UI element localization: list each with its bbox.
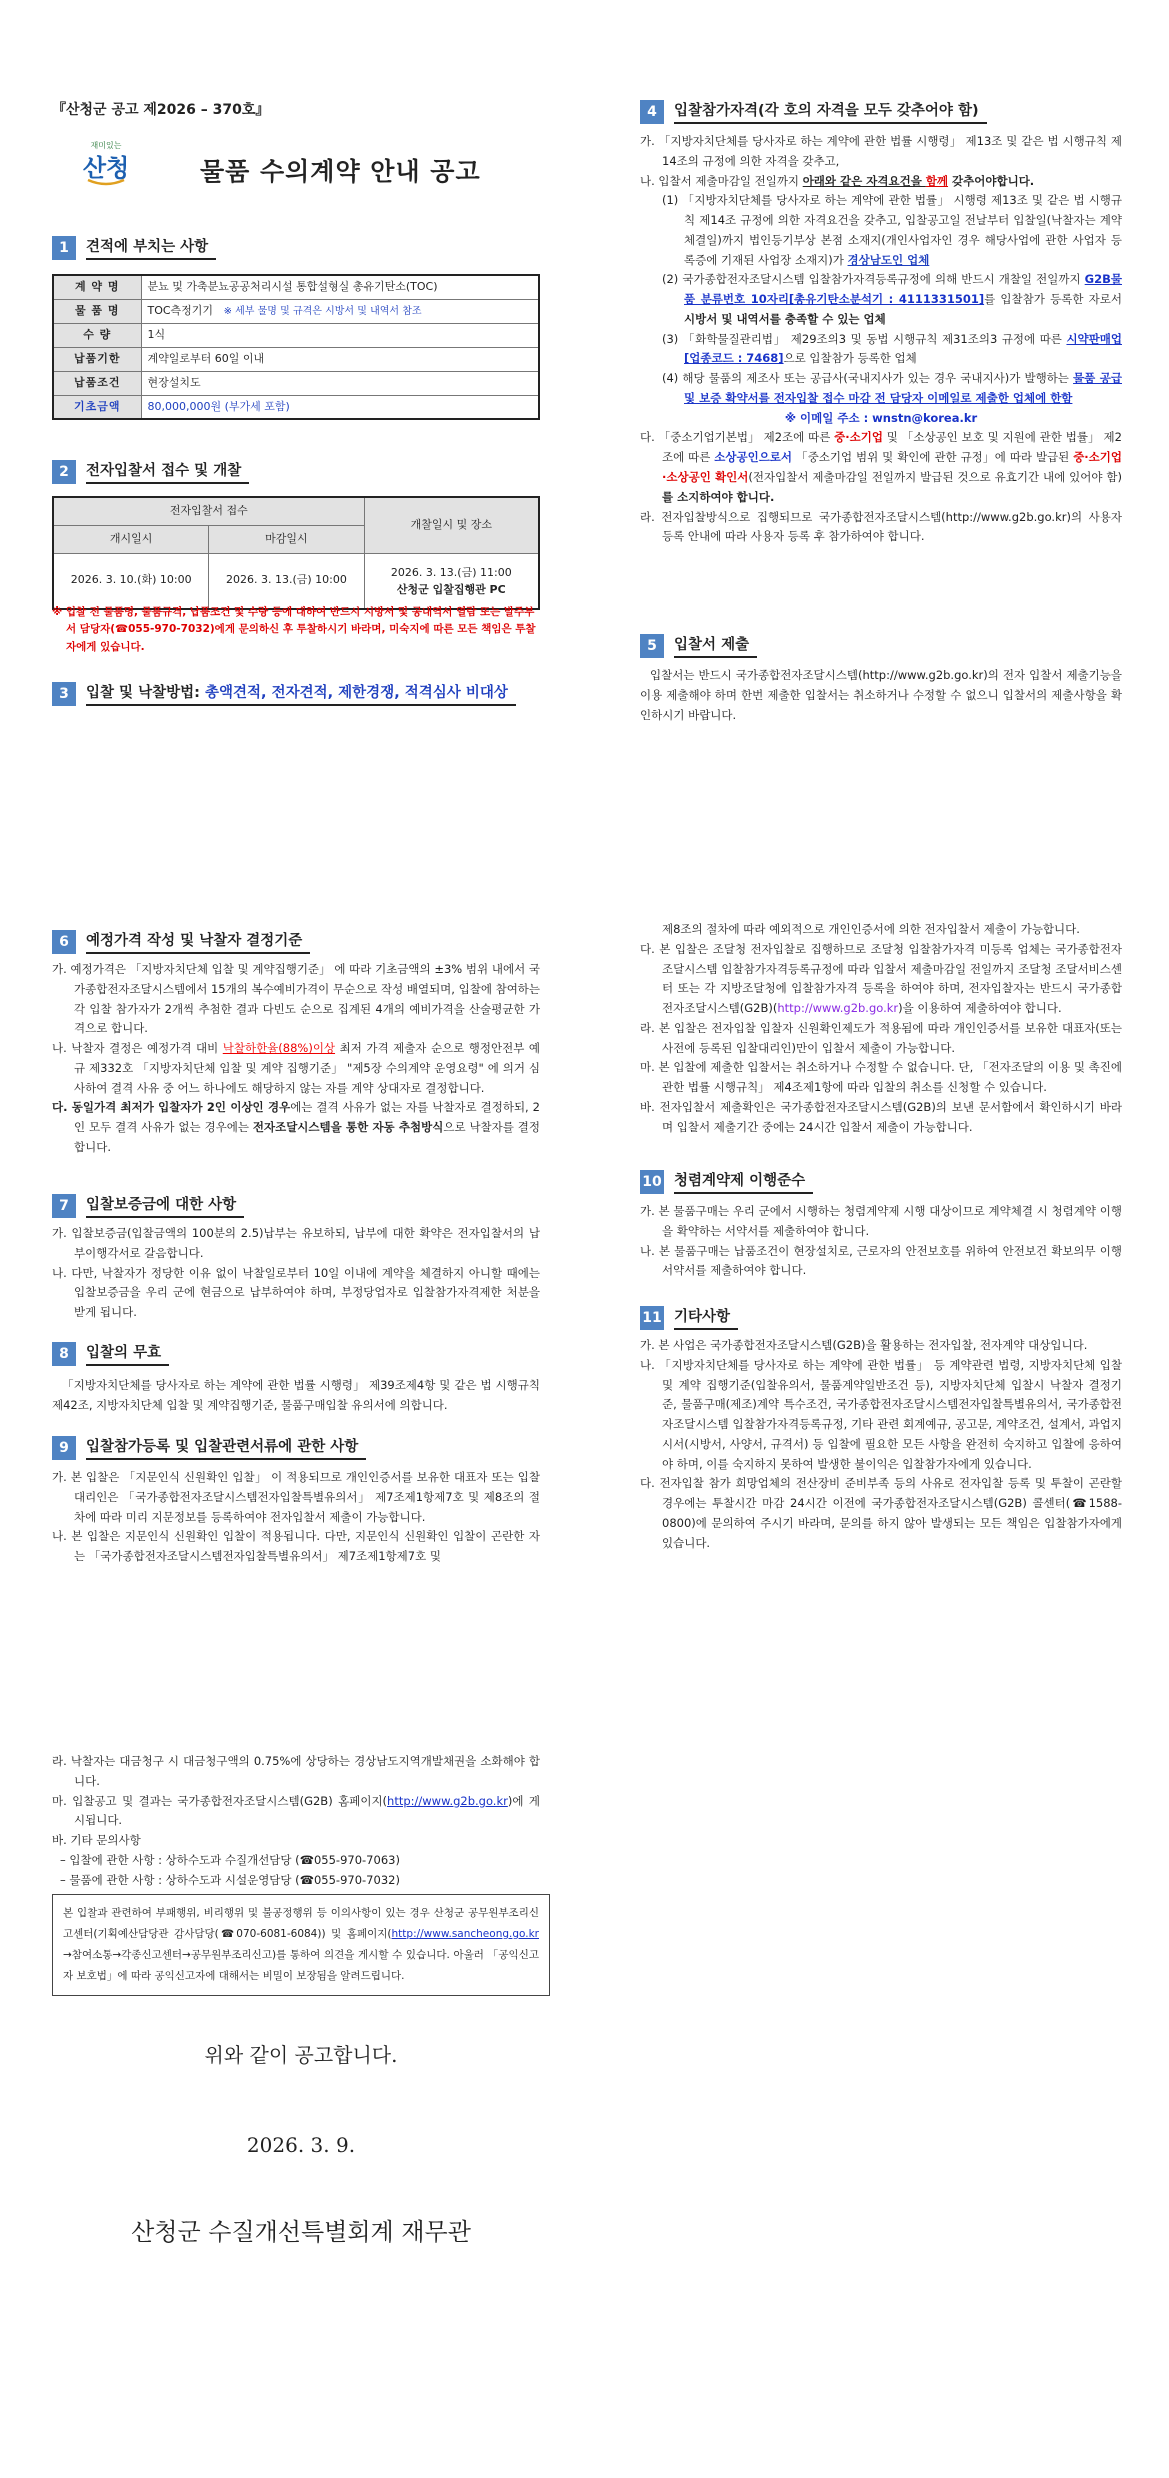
text-bold: 전자조달시스템을 통한 자동 추첨방식 (252, 1120, 444, 1135)
text-bold: 아래와 같은 자격요건을 (802, 173, 926, 188)
page-title: 물품 수의계약 안내 공고 (200, 157, 481, 186)
text-blue: 소상공인으로서 (714, 450, 793, 465)
text-bold: 를 소지하여야 합니다. (662, 489, 775, 504)
section-number: 8 (52, 1342, 76, 1366)
section-number: 3 (52, 682, 76, 706)
clause-na: 나. 「지방자치단체를 당사자로 하는 계약에 관한 법률」 등 계약관련 법령, 지방자치단체 입찰 및 계약 집행기준(입찰유의서, 물품계약일반조건 등), 지방자치단체 입찰시 낙찰자 결정기준, 물품구매(제조)계약 특수조건, 국가종합전자조달시스템전자입찰특별유의서, 국가종합전자조달시스템 입찰참가자격등록규정, 기타 관련 회계예규, 공고문, 계약조건, 설계서, 과업지시서(시방서, 사양서, 규격서) 등 입찰에 필요한 모든 사항을 완전히 숙지하고 입찰에 응하여야 하며, 이를 숙지하지 못하여 발생한 불이익은 입찰참가자에게 있습니다. (640, 1357, 1122, 1471)
clause-ga: 가. 「지방자치단체를 당사자로 하는 계약에 관한 법률 시행령」 제13조 및 같은 법 시행규칙 제14조의 규정에 의한 자격을 갖추고, (640, 134, 1122, 168)
section-9-body (52, 1468, 540, 1567)
section-3-header (52, 680, 540, 706)
clause-4 (640, 369, 1122, 409)
logo-icon (74, 136, 138, 188)
text-red: 중·소기업 (834, 430, 883, 445)
text: 「중소기업 범위 및 확인에 관한 규정」에 따라 발급된 (792, 450, 1074, 465)
sancheong-logo (74, 136, 138, 195)
clause-da (640, 940, 1122, 1019)
section-2-header (52, 458, 540, 484)
text-bold: 경상남도인 업체 (847, 252, 930, 267)
section-4-header (640, 98, 1122, 124)
text: 및 「소상공인 보호 및 지원에 관한 법률」 제2조에 따른 (662, 430, 1122, 465)
clause-ma (52, 1792, 540, 1832)
text: 최저 가격 제출자 순으로 행정안전부 예규 제332호 「지방자치단체 입찰 및 계약 집행기준」 "제5장 수의계약 운영요령" 에 의거 심사하여 결격 사유 중 어느 하나에도 해당하지 않는 자를 계약 상대자로 결정합니다. (74, 1041, 540, 1095)
email-line (640, 409, 1122, 429)
text: 제8조의 절차에 따라 예외적으로 개인인증서에 의한 전자입찰서 제출이 가능합니다. (662, 922, 1080, 936)
start-datetime: 2026. 3. 10.(화) 10:00 (53, 553, 209, 609)
section-1-header (52, 234, 540, 260)
row-value: 현장설치도 (141, 371, 539, 395)
row-label: 기초금액 (53, 395, 141, 419)
row-value-with-note (141, 299, 539, 323)
row-label: 납품기한 (53, 347, 141, 371)
row-label: 계 약 명 (53, 275, 141, 299)
col-header: 개찰일시 및 장소 (364, 497, 539, 553)
section-title: 입찰보증금에 대한 사항 (86, 1196, 244, 1218)
text: →참여소통→각종신고센터→공무원부조리신고)를 통하여 의견을 게시할 수 있습니다. 아울러 「공익신고자 보호법」에 따라 공익신고자에 대해서는 비밀이 보장됨을 알려드립니다. (63, 1949, 539, 1982)
bid-items-table (52, 274, 540, 420)
table-row (53, 347, 539, 371)
text: 으로 입찰참가 등록한 업체 (783, 351, 917, 366)
table-row (53, 553, 539, 609)
text: 나. 낙찰자 결정은 예정가격 대비 (52, 1041, 223, 1056)
col-header: 마감일시 (209, 525, 364, 553)
section-title: 전자입찰서 접수 및 개찰 (86, 462, 249, 484)
text: 에는 결격 사유가 없는 자를 낙찰자로 결정하되, 2인 모두 결격 사유가 없는 경우에는 (74, 1100, 540, 1135)
row-note: ※ 세부 물명 및 규격은 시방서 및 내역서 참조 (223, 305, 422, 317)
section-11-body (640, 1336, 1122, 1553)
clause-da (640, 428, 1122, 507)
section-number: 6 (52, 930, 76, 954)
table-row (53, 497, 539, 525)
section-8-header (52, 1340, 540, 1366)
clause-ga: 가. 본 입찰은 「지문인식 신원확인 입찰」 이 적용되므로 개인인증서를 보유한 대표자 또는 입찰대리인은 「국가종합전자조달시스템전자입찰특별유의서」 제7조제1항제7호 및 제8조의 절차에 따라 미리 지문정보를 등록하여야 전자입찰서 제출이 가능합니다. (52, 1470, 540, 1524)
text-blue: 물품 공급 및 보증 확약서를 전자입찰 접수 마감 전 담당자 이메일로 제출한 업체에 한함 (684, 371, 1122, 405)
text: (3) 「화학물질관리법」 제29조의3 및 동법 시행규칙 제31조의3 규정에 따른 (662, 331, 1067, 346)
open-datetime: 2026. 3. 13.(금) 11:00 (390, 565, 512, 579)
section-title: 청렴계약제 이행준수 (674, 1172, 813, 1194)
clause-na: 나. 본 입찰은 지문인식 신원확인 입찰이 적용됩니다. 다만, 지문인식 신원확인 입찰이 곤란한 자는 「국가종합전자조달시스템전자입찰특별유의서」 제7조제1항제7호 및 (52, 1529, 540, 1564)
col-header: 전자입찰서 접수 (53, 497, 364, 525)
section-7-header (52, 1192, 540, 1218)
clause-ga: 가. 입찰보증금(입찰금액의 100분의 2.5)납부는 유보하되, 납부에 대한 확약은 전자입찰서의 납부이행각서로 갈음합니다. (52, 1226, 540, 1260)
text: )을 이용하여 제출하여야 합니다. (898, 1001, 1062, 1016)
text: 나. 입찰서 제출마감일 전일까지 (640, 173, 803, 188)
section-title: 입찰의 무효 (86, 1344, 169, 1366)
text-red: 함께 (925, 173, 949, 188)
issuing-official: 산청군 수질개선특별회계 재무관 (131, 2218, 471, 2246)
closing-statement: 위와 같이 공고합니다. (204, 2043, 398, 2067)
clause-na: 나. 본 물품구매는 납품조건이 현장설치로, 근로자의 안전보호를 위하여 안전보건 확보의무 이행 서약서를 제출하여야 합니다. (640, 1243, 1122, 1278)
row-value: 분뇨 및 가축분뇨공공처리시설 통합설형실 총유기탄소(TOC) (141, 275, 539, 299)
text: 마. 입찰공고 및 결과는 국가종합전자조달시스템(G2B) 홈페이지( (52, 1793, 388, 1808)
section-title (86, 684, 516, 706)
email-label: ※ 이메일 주소 : (784, 410, 873, 425)
text-blue: 시약판매업[업종코드 : 7468] (684, 331, 1122, 366)
clause-ra: 라. 낙찰자는 대금청구 시 대금청구액의 0.75%에 상당하는 경상남도지역개발채권을 소화해야 합니다. (52, 1754, 540, 1788)
clause-2 (640, 270, 1122, 329)
row-value: 80,000,000원 (부가세 포함) (141, 395, 539, 419)
report-notice-box (52, 1894, 550, 1996)
section-title: 견적에 부치는 사항 (86, 238, 216, 260)
row-label: 수 량 (53, 323, 141, 347)
section-title: 입찰참가등록 및 입찰관련서류에 관한 사항 (86, 1438, 366, 1460)
clause-da (52, 1098, 540, 1157)
clause-ra: 라. 전자입찰방식으로 집행되므로 국가종합전자조달시스템(http://www.g2b.go.kr)의 사용자 등록 안내에 따라 사용자 등록 후 참가하여야 합니다. (640, 509, 1122, 544)
section-10-header (640, 1168, 1122, 1194)
table-row (53, 395, 539, 419)
text: 본 입찰과 관련하여 부패행위, 비리행위 및 불공정행위 등 이의사항이 있는 경우 산청군 공무원부조리신고센터(기획예산담당관 감사담당(☎070-6081-6084)) 및 홈페이지( (63, 1907, 539, 1940)
text-red: 낙찰하한율(88%)이상 (222, 1041, 336, 1056)
title-prefix: 입찰 및 낙찰방법: (86, 685, 205, 702)
section-5-body: 입찰서는 반드시 국가종합전자조달시스템(http://www.g2b.go.kr)의 전자 입찰서 제출기능을 이용 제출해야 하며 한번 제출한 입찰서는 취소하거나 수정할 수 없으니 입찰서의 제출사항을 확인하시기 바랍니다. (640, 668, 1122, 722)
row-value: 1식 (141, 323, 539, 347)
row-label: 물 품 명 (53, 299, 141, 323)
section-number: 10 (640, 1170, 664, 1194)
clause-ga: 가. 예정가격은 「지방자치단체 입찰 및 계약집행기준」 에 따라 기초금액의 ±3% 범위 내에서 국가종합전자조달시스템에서 15개의 복수예비가격이 무순으로 작성 배열되며, 입찰에 참여하는 각 입찰 참가자가 2개씩 추첨한 결과 다빈도 순으로 집계된 4개의 예비가격을 산술평균한 가격으로 합니다. (52, 962, 541, 1036)
text: 다. 「중소기업기본법」 제2조에 따른 (640, 430, 835, 445)
clause-ra: 라. 본 입찰은 전자입찰 입찰자 신원확인제도가 적용됨에 따라 개인인증서를 보유한 대표자(또는 사전에 등록된 입찰대리인)만이 입찰서 제출이 가능합니다. (640, 1020, 1122, 1055)
row-value: TOC측정기기 (147, 303, 214, 317)
schedule-table (52, 496, 540, 610)
logo-top-text: 재미있는 (90, 141, 122, 150)
text-bold: 갖추어야합니다. (948, 173, 1035, 188)
g2b-link[interactable]: http://www.g2b.go.kr (387, 1793, 508, 1808)
col-header: 개시일시 (53, 525, 209, 553)
text-bold: 시방서 및 내역서를 충족할 수 있는 업체 (684, 311, 886, 326)
section-title: 예정가격 작성 및 낙찰자 결정기준 (86, 932, 310, 954)
text-bold: 다. 동일가격 최저가 입찰자가 2인 이상인 경우 (52, 1100, 291, 1115)
section-number: 9 (52, 1436, 76, 1460)
section-11-continued (52, 1752, 540, 1890)
clause-ma: 마. 본 입찰에 제출한 입찰서는 취소하거나 수정할 수 없습니다. 단, 「전자조달의 이용 및 촉진에 관한 법률 시행규칙」 제4조제1항에 따라 입찰의 취소를 신청할 수 있습니다. (640, 1060, 1122, 1095)
text: (1) 「지방자치단체를 당사자로 하는 계약에 관한 법률」 시행령 제13조 및 같은 법 시행규칙 제14조 규정에 의한 자격요건을 갖추고, 입찰공고일 전날부터 입찰일(낙찰자는 계약체결일)까지 법인등기부상 본점 소재지(개인사업자인 경우 해당사업에 관한 사업자 등록증에 기재된 사업장 소재지)가 (662, 193, 1122, 267)
section-6-body (52, 960, 540, 1158)
notice-date: 2026. 3. 9. (246, 2133, 356, 2157)
table-row (53, 275, 539, 299)
section-title: 입찰서 제출 (674, 636, 757, 658)
section-number: 7 (52, 1194, 76, 1218)
section-number: 4 (640, 100, 664, 124)
text: (전자입찰서 제출마감일 전일까지 발급된 것으로 유효기간 내에 있어야 함) (748, 470, 1123, 485)
text: 으로 낙찰자를 결정합니다. (74, 1120, 540, 1154)
clause-ba: 바. 기타 문의사항 (52, 1833, 141, 1848)
text: (4) 해당 물품의 제조사 또는 공급사(국내지사가 있는 경우 국내지사)가 발행하는 (662, 371, 1074, 386)
section-5-header (640, 632, 1122, 658)
section-8-body: 「지방자치단체를 당사자로 하는 계약에 관한 법률 시행령」 제39조제4항 및 같은 법 시행규칙 제42조, 지방자치단체 입찰 및 계약집행기준, 물품구매입찰 유의서에 의합니다. (52, 1378, 540, 1412)
text: (2) 국가종합전자조달시스템 입찰참가자격등록규정에 의해 반드시 개찰일 전일까지 (662, 272, 1085, 287)
text: 를 입찰참가 등록한 자로서 (984, 292, 1122, 307)
clause-na (640, 172, 1122, 192)
section-number: 11 (640, 1306, 664, 1330)
section-11-header (640, 1304, 1122, 1330)
text-blue: G2B물품 분류번호 10자리[총유기탄소분석기 : 4111331501] (684, 272, 1122, 307)
section-4-body (640, 132, 1122, 547)
clause-ga: 가. 본 물품구매는 우리 군에서 시행하는 청렴계약제 시행 대상이므로 계약체결 시 청렴계약 이행을 확약하는 서약서를 제출하여야 합니다. (640, 1204, 1122, 1238)
table-row (53, 371, 539, 395)
clause-3 (640, 330, 1122, 370)
contact-goods: – 물품에 관한 사항 : 상하수도과 시설운영담당 (☎055-970-7032) (60, 1872, 400, 1887)
warning-note: ※ 입찰 전 물품명, 물품규격, 납품조건 및 수량 등에 대하여 반드시 시방서 및 공내역서 열람 또는 발주부서 담당자(☎055-970-7032)에게 문의하신 후 투찰하시기 바라며, 미숙지에 따른 모든 책임은 투찰자에게 있습니다. (52, 606, 536, 653)
text-red: 중·소기업·소상공인 확인서 (662, 450, 1123, 485)
end-datetime: 2026. 3. 13.(금) 10:00 (209, 553, 364, 609)
clause-ba: 바. 전자입찰서 제출확인은 국가종합전자조달시스템(G2B)의 보낸 문서함에서 확인하시기 바라며 입찰서 제출기간 중에는 24시간 입찰서 제출이 가능합니다. (640, 1099, 1122, 1134)
section-9-continued (640, 920, 1122, 1137)
section-6-header (52, 928, 540, 954)
section-number: 5 (640, 634, 664, 658)
text: 다. 본 입찰은 조달청 전자입찰로 집행하므로 조달청 입찰참가자격 미등록 업체는 국가종합전자조달시스템 입찰참가자격등록규정에 따라 입찰서 제출마감일 전일까지 조달청 조달서비스센터 또는 각 지방조달청에 입찰참가자격 등록을 하여야 하며, 전자입찰자는 반드시 국가종합전자조달시스템(G2B)( (640, 941, 1122, 1016)
table-row (53, 323, 539, 347)
clause-na: 나. 다만, 낙찰자가 정당한 이유 없이 낙찰일로부터 10일 이내에 계약을 체결하지 아니할 때에는 입찰보증금을 우리 군에 현금으로 납부하여야 하며, 부정당업자로 입찰참가자격제한 처분을 받게 됩니다. (52, 1265, 540, 1320)
row-label: 납품조건 (53, 371, 141, 395)
section-number: 2 (52, 460, 76, 484)
section-9-header (52, 1434, 540, 1460)
email-address[interactable]: wnstn@korea.kr (872, 410, 978, 425)
sancheong-homepage-link[interactable]: http://www.sancheong.go.kr (391, 1928, 539, 1940)
section-10-body (640, 1202, 1122, 1281)
clause-da: 다. 전자입찰 참가 희망업체의 전산장비 준비부족 등의 사유로 전자입찰 등록 및 투찰이 곤란할 경우에는 투찰시간 마감 24시간 이전에 국가종합전자조달시스템(G2B) 콜센터(☎1588-0800)에 문의하여 주시기 바라며, 문의를 하지 않아 발생되는 모든 책임은 입찰참가자에게 있습니다. (640, 1476, 1122, 1550)
notice-number: 『산청군 공고 제2026 – 370호』 (52, 102, 270, 118)
clause-na (52, 1039, 540, 1098)
title-highlight: 총액견적, 전자견적, 제한경쟁, 적격심사 비대상 (205, 685, 508, 702)
section-title: 입찰참가자격(각 호의 자격을 모두 갖추어야 함) (674, 102, 987, 124)
table-row (53, 299, 539, 323)
section-7-body (52, 1224, 540, 1323)
section-title: 기타사항 (674, 1308, 738, 1330)
logo-main-text: 산청 (82, 153, 130, 182)
open-info (364, 553, 539, 609)
g2b-link[interactable]: http://www.g2b.go.kr (777, 1001, 899, 1016)
clause-ga: 가. 본 사업은 국가종합전자조달시스템(G2B)을 활용하는 전자입찰, 전자계약 대상입니다. (640, 1338, 1088, 1352)
text: )에 게시됩니다. (74, 1793, 540, 1828)
open-place: 산청군 입찰집행관 PC (396, 582, 506, 596)
row-value: 계약일로부터 60일 이내 (141, 347, 539, 371)
clause-1 (640, 191, 1122, 270)
contact-bid: – 입찰에 관한 사항 : 상하수도과 수질개선담당 (☎055-970-7063) (60, 1852, 400, 1867)
clause-na-cont (640, 920, 1122, 940)
section-number: 1 (52, 236, 76, 260)
